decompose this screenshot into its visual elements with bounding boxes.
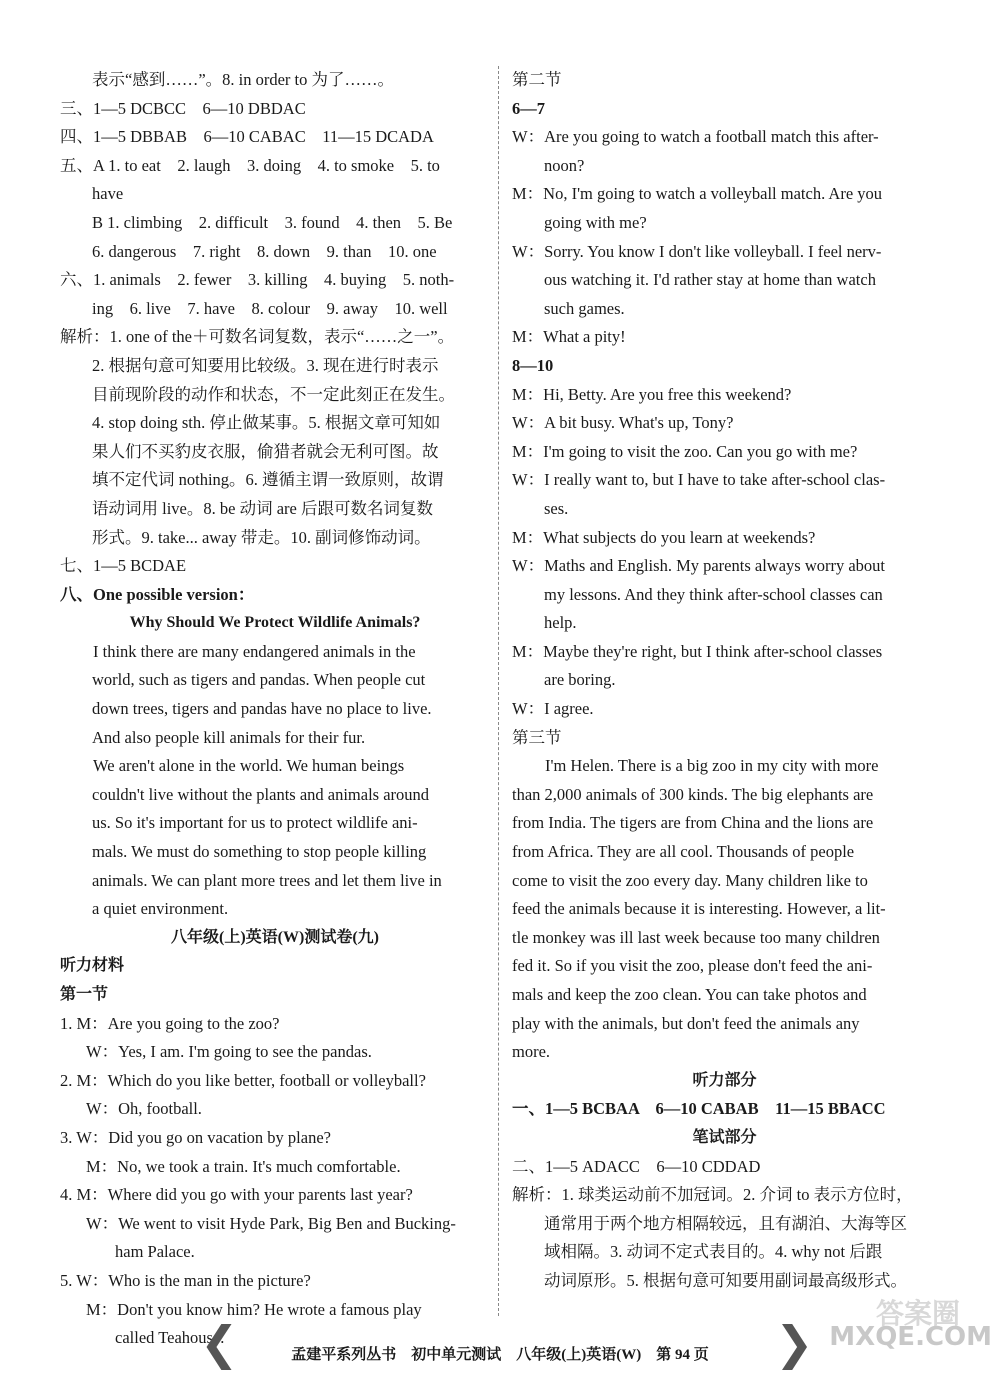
right-text-line: 8—10 <box>512 355 554 375</box>
left-text-line: I think there are many endangered animals in the <box>93 641 416 661</box>
right-text-line: fed it. So if you visit the zoo, please don't feed the ani- <box>512 956 873 976</box>
left-text-line: 填不定代词 nothing。6. 遵循主谓一致原则，故谓 <box>92 470 444 490</box>
left-text-line: W：We went to visit Hyde Park, Big Ben and Bucking- <box>86 1213 456 1233</box>
right-text-line: 二、1—5 ADACC 6—10 CDDAD <box>512 1156 761 1176</box>
left-text-line: 解析：1. one of the＋可数名词复数，表示“……之一”。 <box>60 327 455 347</box>
right-text-line: tle monkey was ill last week because too many children <box>512 927 880 947</box>
left-text-line: 四、1—5 DBBAB 6—10 CABAC 11—15 DCADA <box>60 127 434 147</box>
right-text-line: noon? <box>544 155 585 175</box>
right-text-line: M：What a pity! <box>512 327 626 347</box>
left-text-line: 6. dangerous 7. right 8. down 9. than 10. one <box>92 241 437 261</box>
left-text-line: We aren't alone in the world. We human beings <box>93 756 405 776</box>
right-text-line: 6—7 <box>512 98 545 118</box>
right-text-line: 解析：1. 球类运动前不加冠词。2. 介词 to 表示方位时， <box>512 1185 913 1205</box>
right-text-line: come to visit the zoo every day. Many children like to <box>512 870 868 890</box>
right-text-line: W：I agree. <box>512 699 594 719</box>
page-footer: 孟建平系列丛书 初中单元测试 八年级(上)英语(W) 第 94 页 <box>291 1347 709 1363</box>
right-text-line: ous watching it. I'd rather stay at home than watch <box>544 270 876 290</box>
right-text-line: M：No, I'm going to watch a volleyball match. Are you <box>512 184 883 204</box>
right-text-line: 一、1—5 BCBAA 6—10 CABAB 11—15 BBACC <box>512 1099 886 1119</box>
right-text-line: I'm Helen. There is a big zoo in my city with more <box>545 756 879 776</box>
right-text-line: mals and keep the zoo clean. You can take photos and <box>512 985 867 1004</box>
prev-page-icon[interactable]: ❮ <box>200 1316 239 1370</box>
left-text-line: 七、1—5 BCDAE <box>60 556 187 576</box>
left-text-line: 八年级(上)英语(W)测试卷(九) <box>171 928 379 946</box>
right-text-line: W：Sorry. You know I don't like volleyball. I feel nerv- <box>512 241 882 261</box>
right-text-line: going with me? <box>544 212 647 232</box>
next-page-icon[interactable]: ❯ <box>775 1316 814 1370</box>
left-text-line: M：Don't you know him? He wrote a famous play <box>86 1299 422 1319</box>
right-text-line: 笔试部分 <box>692 1128 757 1146</box>
right-text-line: W：Maths and English. My parents always worry about <box>512 556 886 576</box>
right-text-line: from Africa. They are all cool. Thousands of people <box>512 842 855 862</box>
left-text-line: 六、1. animals 2. fewer 3. killing 4. buying 5. noth- <box>60 270 455 290</box>
left-text-line: down trees, tigers and pandas have no place to live. <box>92 699 432 719</box>
left-text-line: 目前现阶段的动作和状态，不一定此刻正在发生。 <box>92 384 455 404</box>
left-text-line: And also people kill animals for their fur. <box>92 727 366 747</box>
right-text-line: 通常用于两个地方相隔较远，且有湖泊、大海等区 <box>544 1213 907 1233</box>
left-text-line: M：No, we took a train. It's much comfortable. <box>86 1156 401 1176</box>
left-text-line: 听力材料 <box>60 957 125 975</box>
right-text-line: M：Hi, Betty. Are you free this weekend? <box>512 384 792 404</box>
left-text-line: a quiet environment. <box>92 899 229 919</box>
left-text-line: 4. stop doing sth. 停止做某事。5. 根据文章可知如 <box>92 413 441 433</box>
left-text-line: 语动词用 live。8. be 动词 are 后跟可数名词复数 <box>92 498 433 518</box>
right-text-line: my lessons. And they think after-school classes can <box>544 584 883 604</box>
left-text-line: 4. M：Where did you go with your parents last year? <box>60 1185 413 1205</box>
right-text-line: from India. The tigers are from China and the lions are <box>512 813 874 833</box>
left-text-line: us. So it's important for us to protect wildlife ani- <box>92 813 418 833</box>
right-text-line: than 2,000 animals of 300 kinds. The big elephants are <box>512 784 874 804</box>
left-text-line: 八、One possible version： <box>60 584 255 604</box>
left-text-line: 2. M：Which do you like better, football or volleyball? <box>60 1070 426 1090</box>
right-text-line: 第二节 <box>512 70 562 89</box>
left-text-line: 表示“感到……”。8. in order to 为了……。 <box>92 70 395 89</box>
left-text-line: couldn't live without the plants and animals around <box>92 784 430 804</box>
left-text-line: called Teahouse. <box>115 1328 225 1348</box>
left-text-line: ing 6. live 7. have 8. colour 9. away 10. well <box>92 298 448 318</box>
right-text-line: M：I'm going to visit the zoo. Can you go with me? <box>512 441 858 461</box>
left-text-line: B 1. climbing 2. difficult 3. found 4. then 5. Be <box>92 212 453 232</box>
right-text-line: 听力部分 <box>692 1071 757 1089</box>
left-text-line: 第一节 <box>60 986 109 1003</box>
column-divider <box>498 66 499 1316</box>
right-text-line: play with the animals, but don't feed the animals any <box>512 1013 860 1033</box>
left-text-line: 1. M：Are you going to the zoo? <box>60 1013 280 1033</box>
right-text-line: 第三节 <box>512 727 562 747</box>
right-text-line: more. <box>512 1042 551 1062</box>
right-text-line: feed the animals because it is interesting. However, a lit- <box>512 899 886 919</box>
left-text-line: W：Yes, I am. I'm going to see the pandas. <box>86 1042 372 1062</box>
right-text-line: are boring. <box>544 670 616 690</box>
right-text-line: 动词原形。5. 根据句意可知要用副词最高级形式。 <box>544 1270 907 1290</box>
right-text-line: W：I really want to, but I have to take after-school clas- <box>512 470 886 490</box>
left-text-line: W：Oh, football. <box>86 1099 202 1119</box>
right-text-line: W：A bit busy. What's up, Tony? <box>512 413 734 433</box>
left-text-line: 果人们不买豹皮衣服，偷猎者就会无利可图。故 <box>92 441 439 461</box>
left-text-line: ham Palace. <box>115 1242 195 1262</box>
right-text-line: ses. <box>544 498 569 518</box>
left-text-line: 形式。9. take... away 带走。10. 副词修饰动词。 <box>92 527 431 547</box>
left-text-line: mals. We must do something to stop people killing <box>92 842 427 862</box>
right-column <box>512 66 937 1296</box>
left-column <box>60 66 490 1353</box>
right-text-line: W：Are you going to watch a football match this after- <box>512 127 879 147</box>
left-text-line: 五、A 1. to eat 2. laugh 3. doing 4. to smoke 5. to <box>60 155 440 175</box>
left-text-line: 三、1—5 DCBCC 6—10 DBDAC <box>60 98 306 118</box>
left-text-line: Why Should We Protect Wildlife Animals? <box>129 614 421 632</box>
right-text-line: 域相隔。3. 动词不定式表目的。4. why not 后跟 <box>544 1242 883 1262</box>
watermark-url: MXQE.COM <box>829 1322 992 1352</box>
left-text-line: world, such as tigers and pandas. When people cut <box>92 670 426 690</box>
right-text-line: M：What subjects do you learn at weekends? <box>512 527 816 547</box>
left-text-line: 3. W：Did you go on vacation by plane? <box>60 1127 331 1147</box>
right-text-line: help. <box>544 613 577 633</box>
left-text-line: have <box>92 184 124 204</box>
left-text-line: 2. 根据句意可知要用比较级。3. 现在进行时表示 <box>92 355 439 375</box>
left-text-line: animals. We can plant more trees and let them live in <box>92 870 442 890</box>
left-text-line: 5. W：Who is the man in the picture? <box>60 1270 311 1290</box>
right-text-line: such games. <box>544 298 625 318</box>
watermark-logo: 答案圈 <box>875 1297 960 1330</box>
right-text-line: M：Maybe they're right, but I think after-school classes <box>512 641 883 661</box>
